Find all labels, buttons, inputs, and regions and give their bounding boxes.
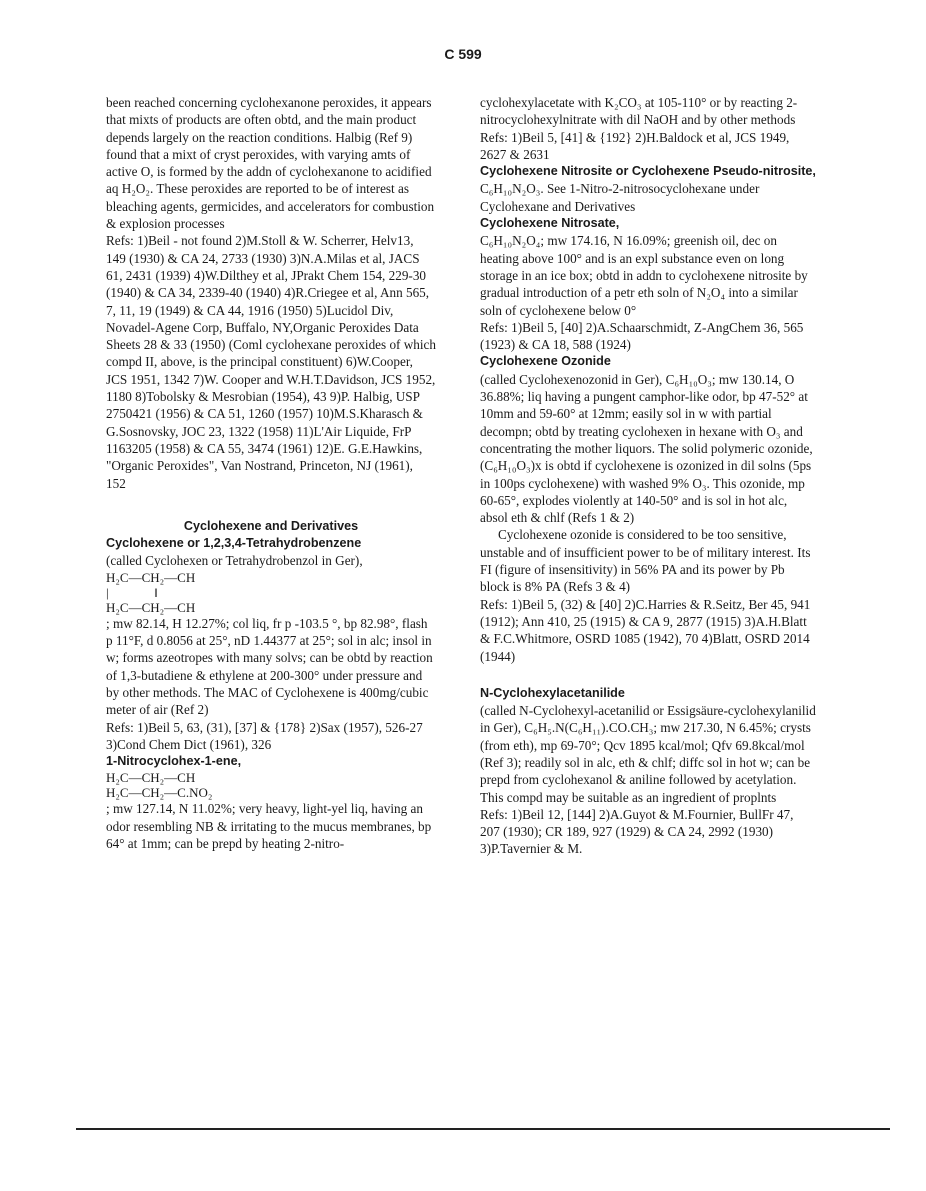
cyclohexene-formula-line-1: H₂C—CH₂—CH	[106, 569, 196, 585]
left-column	[106, 94, 436, 852]
cyclohexene-formula-line-2: | ‖	[106, 584, 158, 600]
cyclohexene-alias: (called Cyclohexen or Tetrahydrobenzol in Ger),	[106, 553, 363, 569]
references-cyclohexene: Refs: 1)Beil 5, 63, (31), [37] & {178} 2)Sax (1957), 526-27 3)Cond Chem Dict (1961), 326	[106, 719, 423, 752]
nitrosite-description: C₆H₁₀N₂O₃. See 1-Nitro-2-nitrosocyclohexane under Cyclohexane and Derivatives	[480, 181, 760, 214]
cyclohexene-heading: Cyclohexene or 1,2,3,4-Tetrahydrobenzene	[106, 536, 362, 551]
nitro-formula-line-2: H₂C—CH₂—C.NO₂	[106, 785, 213, 801]
paragraph-peroxides: been reached concerning cyclohexanone peroxides, it appears that mixts of products are often obtd, and the main product depends largely on the reaction conditions. Halbig (Ref 9) found that a mixt of cryst peroxides, with varying amts of active O, is formed by the addn of cyclohexanone to acidified aq H₂O₂. These peroxides are reported to be of interest as bleaching agents, germicides, and accelerators for combustion & explosion processes	[106, 95, 435, 232]
ozonide-heading: Cyclohexene Ozonide	[480, 354, 611, 369]
references-nitro: Refs: 1)Beil 5, [41] & {192} 2)H.Baldock et al, JCS 1949, 2627 & 2631	[480, 129, 790, 162]
nitro-formula-line-1: H₂C—CH₂—CH	[106, 770, 196, 786]
acetanilide-heading: N-Cyclohexylacetanilide	[480, 685, 625, 700]
page-label: C 599	[444, 46, 482, 62]
references-nitrosate: Refs: 1)Beil 5, [40] 2)A.Schaarschmidt, Z-AngChem 36, 565 (1923) & CA 18, 588 (1924)	[480, 319, 804, 353]
nitrosite-heading: Cyclohexene Nitrosite or Cyclohexene Pseudo-nitrosite,	[480, 164, 816, 179]
paragraph-continuation: cyclohexylacetate with K₂CO₃ at 105-110° or by reacting 2-nitrocyclohexylnitrate with dil NaOH and by other methods	[480, 95, 798, 128]
ozonide-description: (called Cyclohexenozonid in Ger), C₆H₁₀O₃; mw 130.14, O 36.88%; liq having a pungent camphor-like odor, bp 47-52° at 10mm and 59-60° at 12mm; easily sol in w with partial decompn; obtd by treating cyclohexen in hexane with O₃ and concentrating the mother liquors. The solid polymeric ozonide, (C₆H₁₀O₃)x is obtd if cyclohexene is ozonized in dil solns (5ps in 100ps cyclohexene) with washed 9% O₃. This ozonide, mp 60-65°, explodes violently at 140-50° and is sol in hot alc, absol eth & chlf (Refs 1 & 2)	[480, 371, 813, 526]
right-column	[480, 94, 816, 858]
references-acetanilide: Refs: 1)Beil 12, [144] 2)A.Guyot & M.Fournier, BullFr 47, 207 (1930); CR 189, 927 (1929) & CA 24, 2992 (1930) 3)P.Tavernier & M.	[480, 806, 794, 857]
section-title: Cyclohexene and Derivatives	[183, 518, 359, 533]
nitrosate-description: C₆H₁₀N₂O₄; mw 174.16, N 16.09%; greenish oil, dec on heating above 100° and is an expl substance even on long storage in an ice box; obtd in addn to cyclohexene nitrosite by gradual introduction of a petr eth soln of N₂O₄ into a similar soln of cyclohexene below 0°	[480, 233, 808, 318]
ozonide-military-note: Cyclohexene ozonide is considered to be too sensitive, unstable and of insufficient power to be of military interest. Its FI (figure of insensitivity) in 56% PA and its power by Pb block is 8% PA (Refs 3 & 4)	[480, 527, 811, 595]
nitrosate-heading: Cyclohexene Nitrosate,	[480, 216, 620, 231]
acetanilide-description: (called N-Cyclohexyl-acetanilid or Essigsäure-cyclohexylanilid in Ger), C₆H₅.N(C₆H₁₁).CO.CH₃; mw 217.30, N 6.45%; crysts (from eth), mp 69-70°; Qcv 1895 kcal/mol; Qfv 69.8kcal/mol (Ref 3); readily sol in alc, eth & chlf; diffc sol in hot w; can be prepd from cyclohexanol & aniline followed by acetylation. This compd may be suitable as an ingredient of proplnts	[480, 703, 816, 805]
cyclohexene-formula-line-3: H₂C—CH₂—CH	[106, 599, 196, 615]
nitrocyclohexene-heading: 1-Nitrocyclohex-1-ene,	[106, 754, 242, 769]
references-ozonide: Refs: 1)Beil 5, (32) & [40] 2)C.Harries & R.Seitz, Ber 45, 941 (1912); Ann 410, 25 (1915) & CA 9, 2877 (1915) 3)A.H.Blatt & F.C.Whitmore, OSRD 1085 (1942), 70 4)Blatt, OSRD 2014 (1944)	[480, 596, 811, 664]
cyclohexene-description: ; mw 82.14, H 12.27%; col liq, fr p -103.5 °, bp 82.98°, flash p 11°F, d 0.8056 at 25°, nD 1.44377 at 25°; sol in alc; insol in w; forms azeotropes with many solvs; can be obtd by reaction of 1,3-butadiene & ethylene at 200-300° under pressure and by other methods. The MAC of Cyclohexene is 400mg/cubic meter of air (Ref 2)	[106, 615, 433, 718]
references-peroxides: Refs: 1)Beil - not found 2)M.Stoll & W. Scherrer, Helv13, 149 (1930) & CA 24, 2733 (1930) 3)N.A.Milas et al, JACS 61, 2431 (1939) 4)W.Dilthey et al, JPrakt Chem 154, 229-30 (1940) & CA 34, 2339-40 (1940) 4)R.Criegee et al, Ann 565, 7, 11, 19 (1949) & CA 44, 1916 (1950) 5)Lucidol Div, Novadel-Agene Corp, Buffalo, NY,Organic Peroxides Data Sheets 28 & 33 (1950) (Coml cyclohexane peroxides of which compd II, above, is the principal constituent) 6)W.Cooper, JCS 1951, 1342 7)W. Cooper and W.H.T.Davidson, JCS 1952, 1180 8)Tobolsky & Mesrobian (1954), 43 9)P. Halbig, USP 2750421 (1956) & CA 51, 1260 (1957) 10)M.S.Kharasch & G.Sosnovsky, JOC 23, 1322 (1958) 11)L'Air Liquide, FrP 1163205 (1958) & CA 55, 3474 (1961) 12)E. G.E.Hawkins, "Organic Peroxides", Van Nostrand, Princeton, NJ (1961), 152	[106, 233, 436, 491]
nitrocyclohexene-description: ; mw 127.14, N 11.02%; very heavy, light-yel liq, having an odor resembling NB & irritating to the mucus membranes, bp 64° at 1mm; can be prepd by heating 2-nitro-	[106, 801, 432, 851]
bottom-rule	[76, 1128, 890, 1130]
